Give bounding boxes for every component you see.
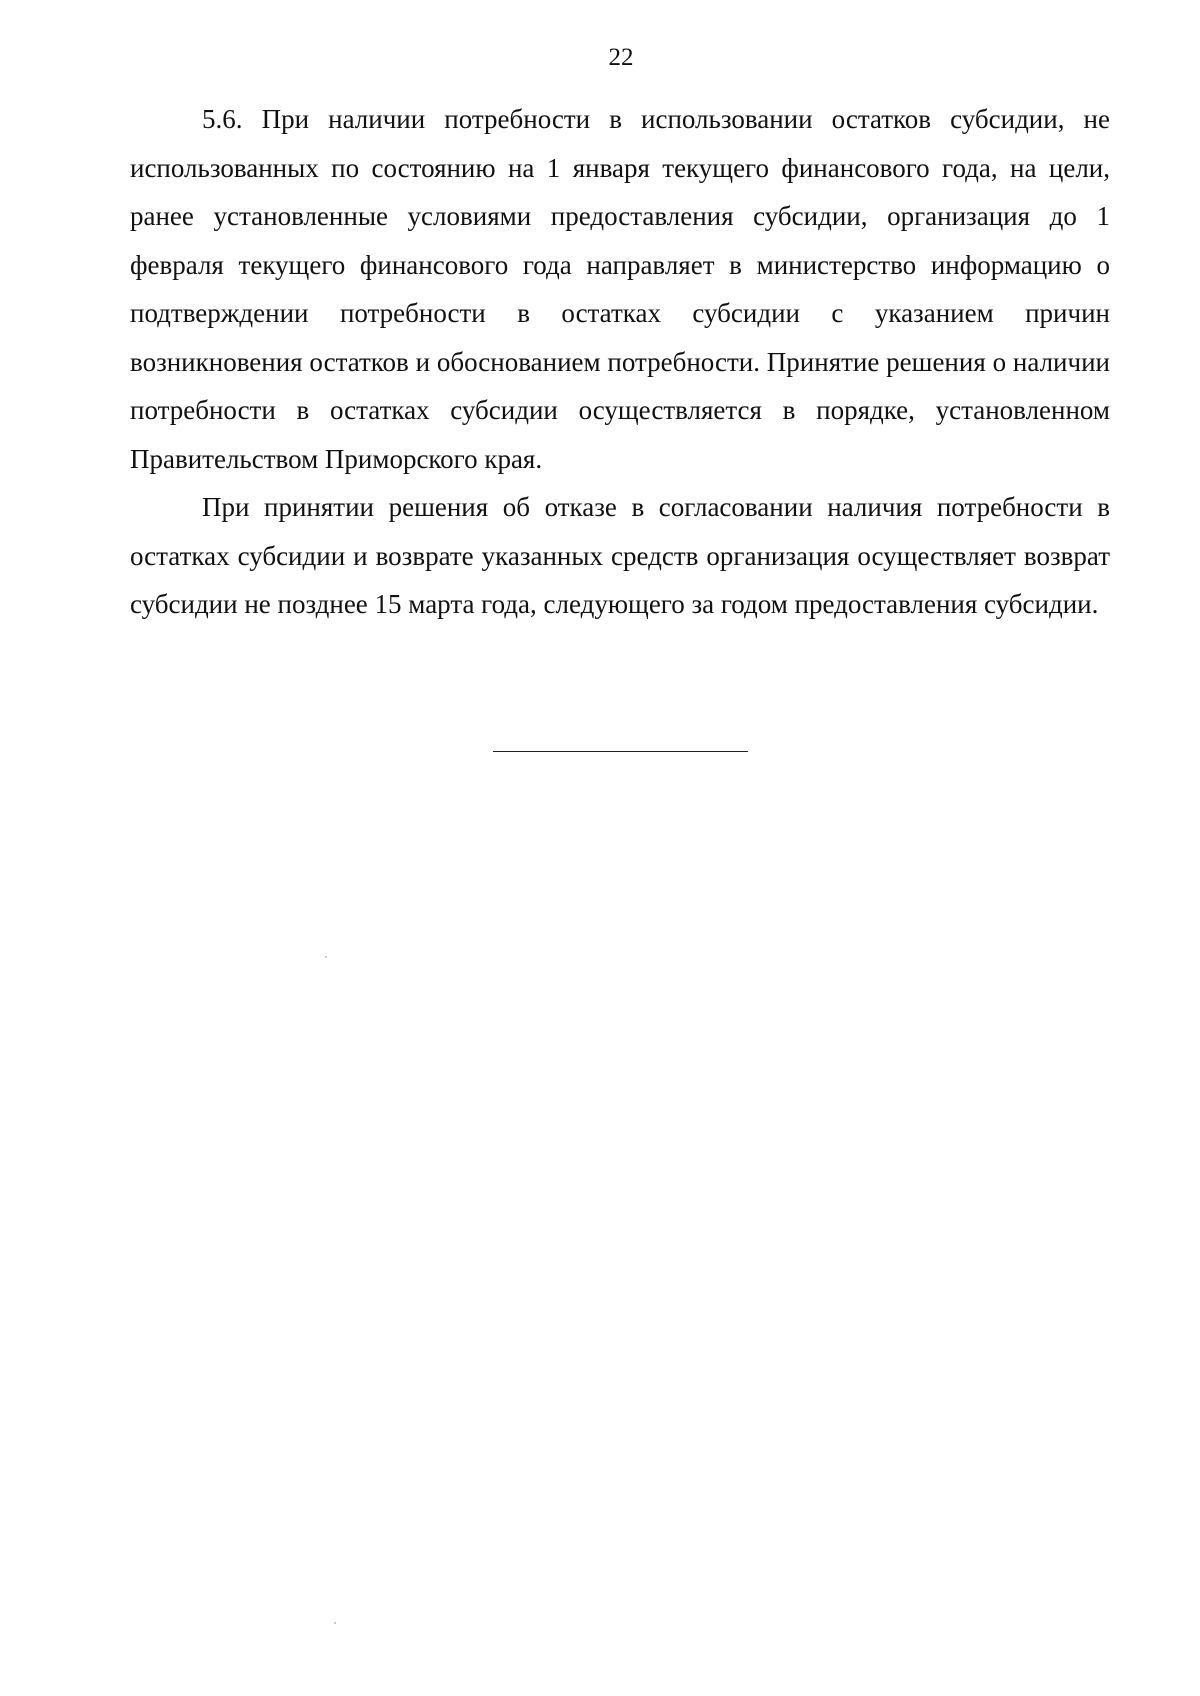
- end-of-text-rule: [493, 751, 748, 752]
- page-number: 22: [608, 44, 634, 71]
- document-body: [130, 95, 1110, 629]
- paragraph-5-6: 5.6. При наличии потребности в использовании остатков субсидии, не использованных по состоянию на 1 января текущего финансового года, на цели, ранее установленные условиями предоставления субсидии, организация до 1 февраля текущего финансового года направляет в министерство информацию о подтверждении потребности в остатках субсидии с указанием причин возникновения остатков и обоснованием потребности. Принятие решения о наличии потребности в остатках субсидии осуществляется в порядке, установленном Правительством Приморского края.: [130, 104, 1110, 474]
- paragraph-refusal: При принятии решения об отказе в согласовании наличия потребности в остатках субсидии и возврате указанных средств организация осуществляет возврат субсидии не позднее 15 марта года, следующего за годом предоставления субсидии.: [130, 492, 1110, 619]
- scan-speck: [334, 1622, 336, 1624]
- scan-speck: [325, 956, 327, 958]
